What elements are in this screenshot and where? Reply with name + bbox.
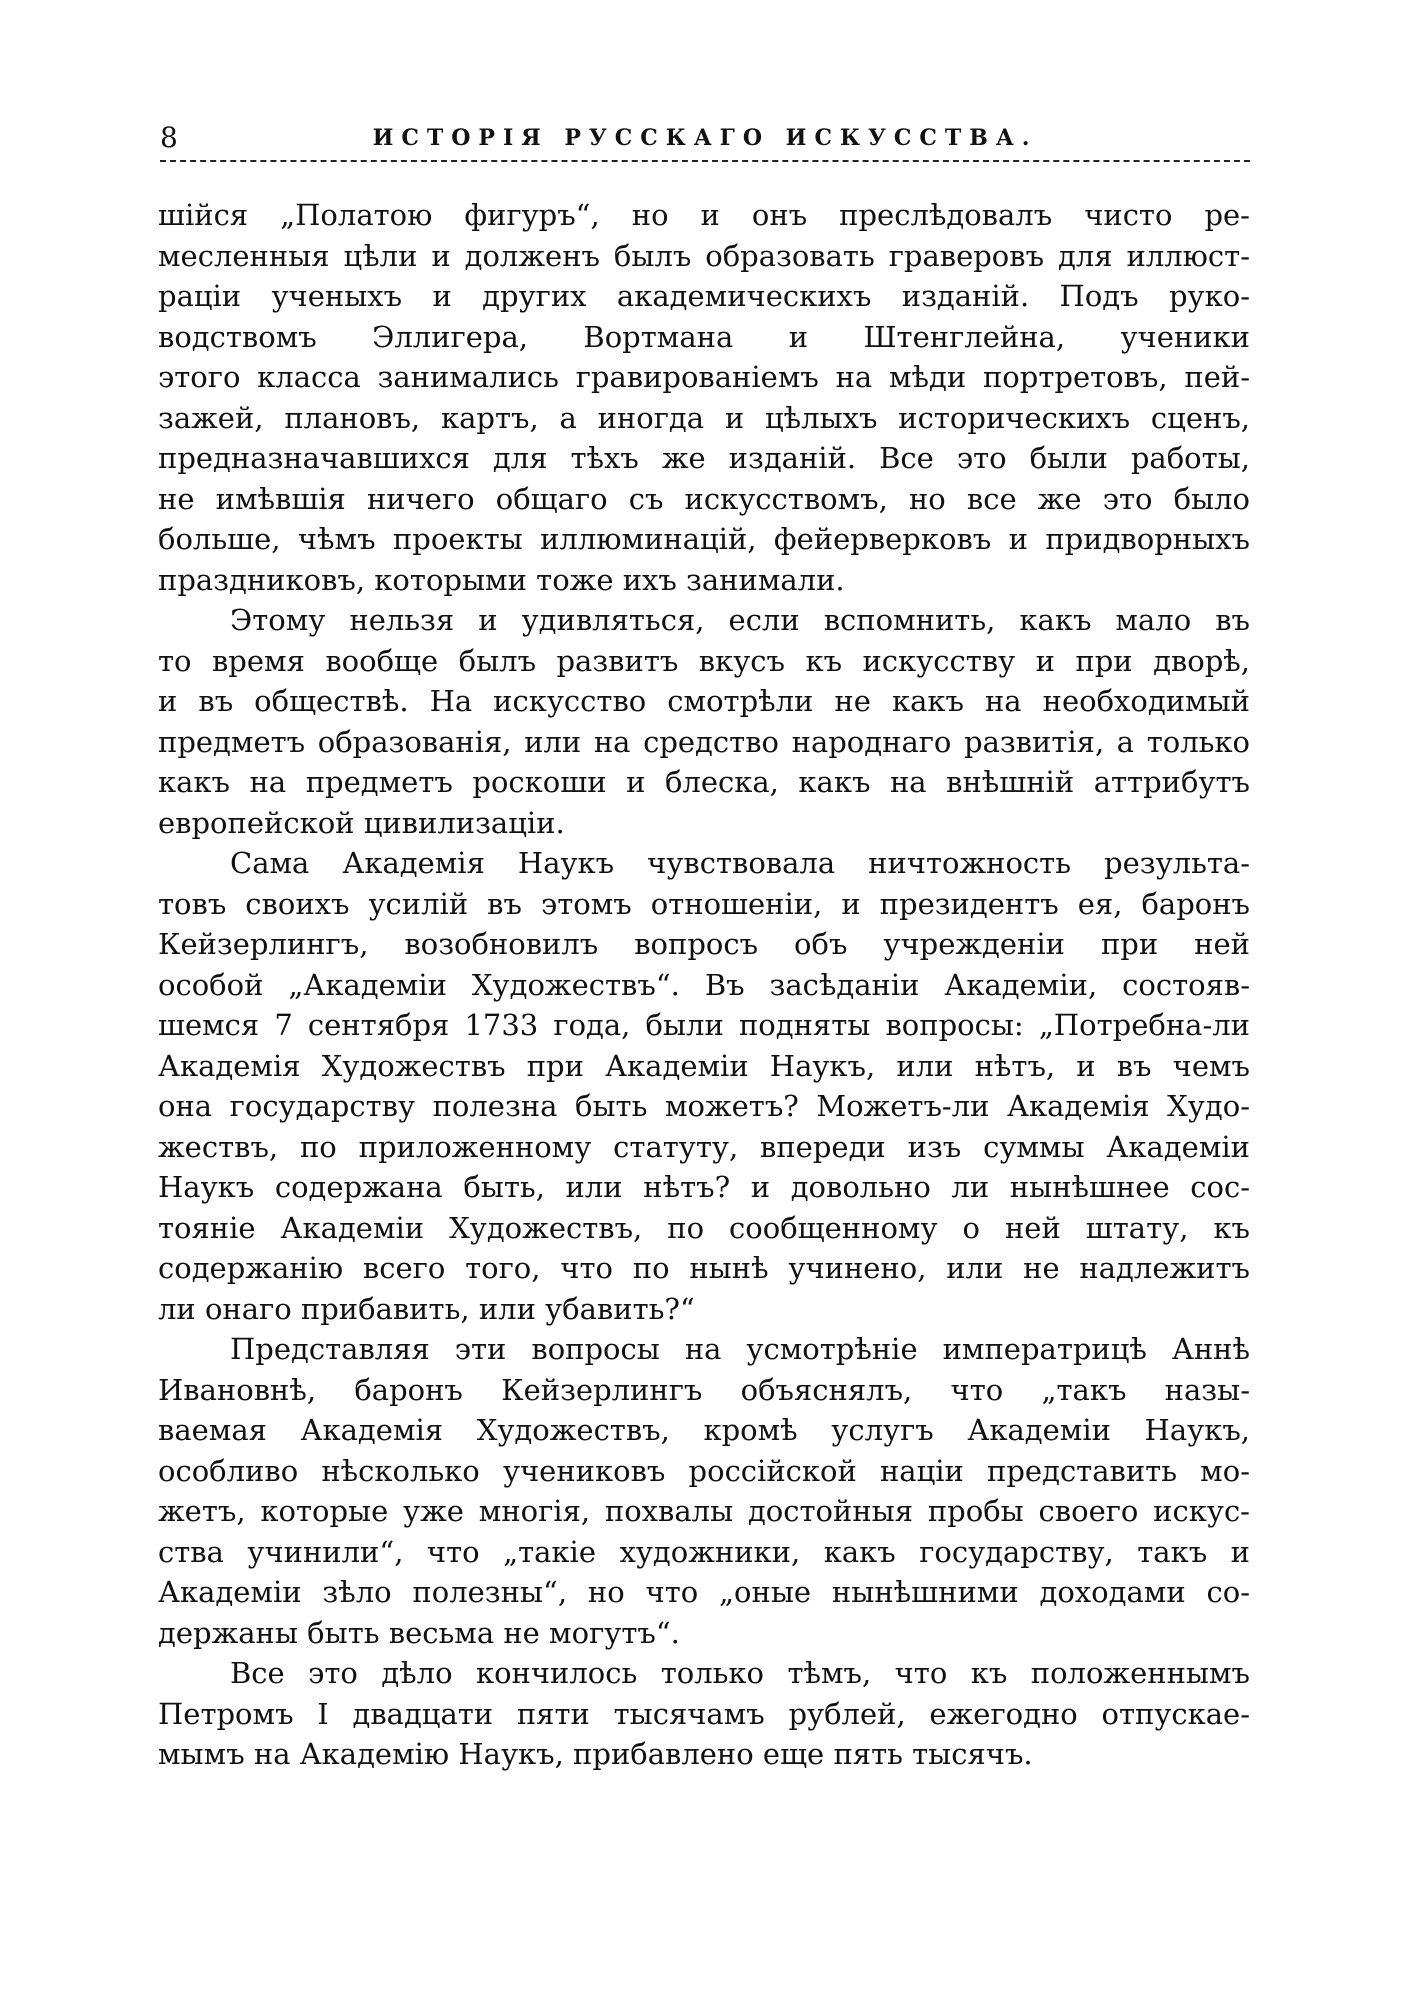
page-header: [160, 118, 1250, 158]
paragraph-start-line: Все это дѣло кончилось только тѣмъ, что къ положеннымъ: [230, 1656, 1250, 1690]
text-line: европейской цивилизаціи.: [158, 805, 565, 840]
text-line: она государству полезна быть можетъ? Можетъ-ли Академія Худо-: [158, 1089, 1250, 1123]
text-line: Ивановнѣ, баронъ Кейзерлингъ объяснялъ, что „такъ назы-: [158, 1372, 1250, 1407]
text-line: ства учинили“, что „такіе художники, какъ государству, такъ и: [158, 1534, 1250, 1569]
text-line: товъ своихъ усилій въ этомъ отношеніи, и президентъ ея, баронъ: [158, 886, 1250, 921]
text-line: месленныя цѣли и долженъ былъ образовать граверовъ для иллюст-: [158, 238, 1250, 273]
text-line: не имѣвшія ничего общаго съ искусствомъ, но все же это было: [158, 481, 1250, 516]
text-line: жетъ, которые уже многія, похвалы достойныя пробы своего искус-: [158, 1494, 1250, 1528]
page-number: 8: [160, 121, 178, 154]
text-line: предназначавшихся для тѣхъ же изданій. Все это были работы,: [158, 441, 1250, 475]
body-text: [158, 195, 1250, 1775]
text-line: шемся 7 сентября 1733 года, были подняты вопросы: „Потребна-ли: [158, 1008, 1250, 1042]
text-line: шійся „Полатою фигуръ“, но и онъ преслѣдовалъ чисто ре-: [158, 198, 1250, 232]
text-line: этого класса занимались гравированіемъ на мѣди портретовъ, пей-: [158, 360, 1250, 394]
text-line: ваемая Академія Художествъ, кромѣ услугъ Академіи Наукъ,: [158, 1413, 1250, 1447]
text-line: тояніе Академіи Художествъ, по сообщенному о ней штату, къ: [158, 1210, 1250, 1245]
text-line: предметъ образованія, или на средство народнаго развитія, а только: [158, 724, 1250, 759]
text-line: Академія Художествъ при Академіи Наукъ, или нѣтъ, и въ чемъ: [158, 1048, 1250, 1083]
paragraph-start-line: Сама Академія Наукъ чувствовала ничтожность результа-: [230, 846, 1250, 880]
paragraph-start-line: Представляя эти вопросы на усмотрѣніе императрицѣ Аннѣ: [230, 1332, 1250, 1366]
text-line: Наукъ содержана быть, или нѣтъ? и довольно ли нынѣшнее сос-: [158, 1170, 1250, 1204]
text-line: содержанію всего того, что по нынѣ учинено, или не надлежитъ: [158, 1251, 1250, 1285]
text-line: Петромъ I двадцати пяти тысячамъ рублей, ежегодно отпускае-: [158, 1696, 1250, 1731]
header-rule: [160, 160, 1250, 162]
text-line: какъ на предметъ роскоши и блеска, какъ на внѣшній аттрибутъ: [158, 765, 1250, 799]
text-line: праздниковъ, которыми тоже ихъ занимали.: [158, 562, 845, 597]
text-line: ли онаго прибавить, или убавить?“: [158, 1291, 695, 1326]
text-line: водствомъ Эллигера, Вортмана и Штенглейна, ученики: [158, 319, 1250, 354]
text-line: держаны быть весьма не могутъ“.: [158, 1615, 680, 1650]
text-line: то время вообще былъ развитъ вкусъ къ искусству и при дворѣ,: [158, 643, 1250, 678]
paragraph-start-line: Этому нельзя и удивляться, если вспомнить, какъ мало въ: [230, 603, 1250, 637]
text-line: мымъ на Академію Наукъ, прибавлено еще пять тысячъ.: [158, 1737, 1033, 1771]
text-line: особой „Академіи Художествъ“. Въ засѣданіи Академіи, состояв-: [158, 967, 1250, 1002]
text-line: Кейзерлингъ, возобновилъ вопросъ объ учрежденіи при ней: [158, 927, 1250, 961]
text-line: больше, чѣмъ проекты иллюминацій, фейерверковъ и придворныхъ: [158, 522, 1250, 556]
text-line: и въ обществѣ. На искусство смотрѣли не какъ на необходимый: [158, 684, 1250, 718]
running-title: ИСТОРІЯ РУССКАГО ИСКУССТВА.: [372, 125, 1038, 151]
text-line: раціи ученыхъ и других академическихъ изданій. Подъ руко-: [158, 279, 1250, 313]
text-line: особливо нѣсколько учениковъ россійской націи представить мо-: [158, 1453, 1250, 1488]
text-line: жествъ, по приложенному статуту, впереди изъ суммы Академіи: [158, 1129, 1250, 1164]
text-line: Академіи зѣло полезны“, но что „оные нынѣшними доходами со-: [158, 1575, 1250, 1609]
text-line: зажей, плановъ, картъ, а иногда и цѣлыхъ историческихъ сценъ,: [158, 400, 1250, 435]
